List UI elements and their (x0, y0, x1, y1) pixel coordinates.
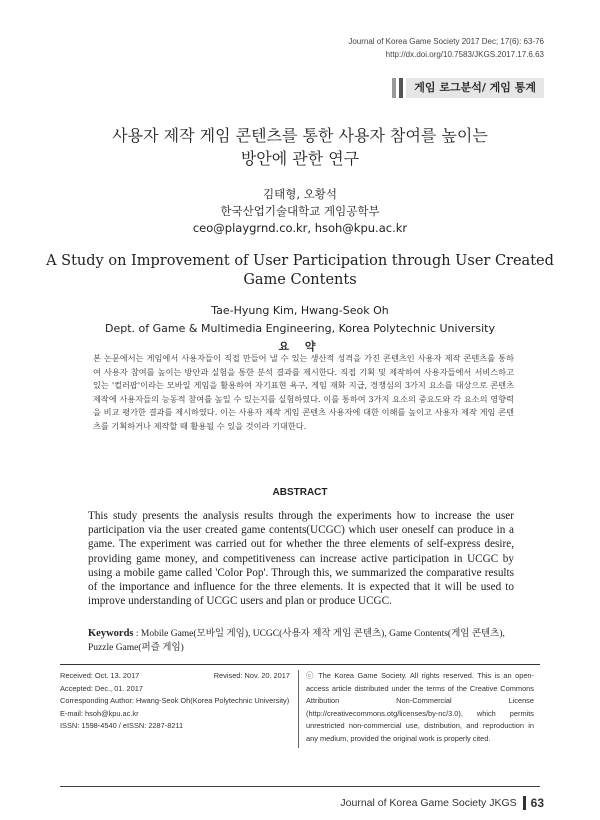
category-tag (392, 78, 544, 98)
english-abstract-heading: ABSTRACT (272, 487, 328, 498)
korean-abstract-body: 본 논문에서는 게임에서 사용자들이 직접 만들어 낼 수 있는 생산적 성격을 가진 콘텐츠인 사용자 제작 콘텐츠를 통하여 사용자 참여를 높이는 방안과 실험을 통한 분석 결과를 제시한다. 직접 기획 및 제작하여 사용자들에서 서비스하고 있는 '컬러팝'이라는 모바일 게임을 활용하여 자기표현 욕구, 게임 재화 지급, 경쟁심의 3가지 요소를 대상으로 콘텐츠 제작에 사용자들의 능동적 참여를 높일 수 있는지를 실험하였다. 이를 통하여 3가지 요소의 중요도와 각 요소의 영향력을 비교 평가한 결과를 제시하였다. 이는 사용자 제작 게임 콘텐츠 사용자에 대한 이해를 높이고 사용자 제작 게임 콘텐츠를 기획하거나 제작할 때 활용될 수 있을 것이라 기대한다. (93, 353, 514, 431)
category-bar-light (392, 78, 396, 98)
english-title (0, 252, 600, 290)
category-bar-dark (399, 78, 403, 98)
keywords-text: Mobile Game(모바일 게임), UCGC(사용자 제작 게임 콘텐츠), Game Contents(게임 콘텐츠), Puzzle Game(퍼즐 게임) (88, 629, 505, 653)
issn: ISSN: 1598-4540 / eISSN: 2287-8211 (60, 721, 184, 731)
page-footer-rule (60, 786, 540, 787)
english-authors: Tae-Hyung Kim, Hwang-Seok Oh (211, 304, 389, 317)
korean-title-line1: 사용자 제작 게임 콘텐츠를 통한 사용자 참여를 높이는 (112, 126, 488, 145)
korean-title-line2: 방안에 관한 연구 (240, 149, 360, 168)
english-title-line2: Game Contents (243, 272, 357, 288)
korean-title (0, 124, 600, 170)
footnote-divider (298, 670, 299, 748)
page-footer (340, 796, 544, 810)
keywords-separator: : (133, 629, 141, 639)
english-title-line1: A Study on Improvement of User Participation through User Created (46, 253, 554, 269)
english-affiliation: Dept. of Game & Multimedia Engineering, Korea Polytechnic University (105, 322, 495, 335)
doi-link[interactable]: http://dx.doi.org/10.7583/JKGS.2017.17.6.63 (385, 50, 544, 59)
accepted-date: Accepted: Dec., 01. 2017 (60, 683, 143, 693)
category-label: 게임 로그분석/ 게임 통계 (406, 78, 544, 98)
revised-date: Revised: Nov. 20. 2017 (213, 671, 290, 680)
footnote-rule (60, 664, 540, 665)
corresponding-email: E-mail: hsoh@kpu.ac.kr (60, 708, 139, 718)
footer-journal-name: Journal of Korea Game Society JKGS (340, 797, 517, 809)
author-emails: ceo@playgrnd.co.kr, hsoh@kpu.ac.kr (192, 221, 408, 235)
korean-abstract-heading: 요 약 (278, 340, 322, 353)
footer-separator (523, 796, 526, 810)
keywords (88, 627, 518, 655)
received-date: Received: Oct. 13. 2017 (60, 671, 140, 680)
keywords-label: Keywords (88, 628, 134, 639)
copyright-notice: ⓒ The Korea Game Society. All rights reserved. This is an open-access article distributed under the terms of the Creative Commons Attribution Non-Commercial License (http://creativecommons.otg/licenses/by-nc/3.0), which permits unrestricted non-commercial use, distribution, and reproduction in any medium, provided the original work is properly cited. (306, 671, 534, 743)
korean-affiliation: 한국산업기술대학교 게임공학부 (220, 204, 380, 218)
page-number: 63 (530, 796, 544, 810)
corresponding-author: Corresponding Author: Hwang-Seok Oh(Korea Polytechnic University) (60, 696, 290, 706)
article-history (60, 670, 290, 733)
journal-citation: Journal of Korea Game Society 2017 Dec; 17(6): 63-76 (348, 37, 544, 46)
english-abstract-body: This study presents the analysis results through the experiments how to increase the user participation via the user created game contents(UCGC) which user oneself can produce in a game. The experiment was carried out for whether the three elements of self-express desire, providing game money, and competitiveness can increase active participation in UCGC by using a mobile game called 'Color Pop'. Through this, we summarized the comparative results of the importance and influence for the three elements. It is expected that it will be used to improve understanding of UCGC users and plan or produce UCGC. (88, 510, 514, 608)
korean-authors: 김태형, 오황석 (263, 187, 337, 201)
